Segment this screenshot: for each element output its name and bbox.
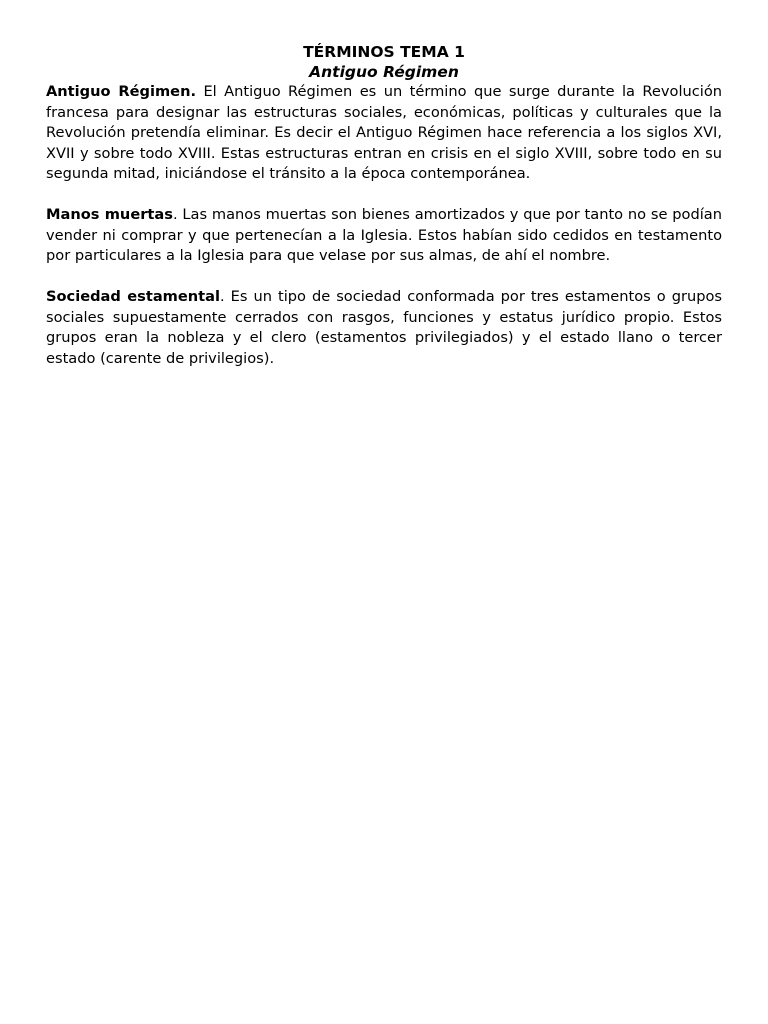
document-page — [46, 42, 722, 390]
entry-term: Sociedad estamental — [46, 288, 221, 305]
entry-term: Antiguo Régimen. — [46, 83, 197, 100]
entry-definition: El Antiguo Régimen es un término que surge durante la Revolución francesa para designar las estructuras sociales, económicas, políticas y culturales que la Revolución pretendía eliminar. Es decir el Antiguo Régimen hace referencia a los siglos XVI, XVII y sobre todo XVIII. Estas estructuras entran en crisis en el siglo XVIII, sobre todo en su segunda mitad, iniciándose el tránsito a la época contemporánea. — [46, 83, 722, 182]
document-subtitle: Antiguo Régimen — [309, 63, 459, 81]
entry-antiguo-regimen — [46, 82, 722, 185]
entry-term: Manos muertas — [46, 206, 173, 223]
entry-definition: . Es un tipo de sociedad conformada por tres estamentos o grupos sociales supuestamente cerrados con rasgos, funciones y estatus jurídico propio. Estos grupos eran la nobleza y el clero (estamentos privilegiados) y el estado llano o tercer estado (carente de privilegios). — [46, 288, 723, 367]
entry-definition: . Las manos muertas son bienes amortizados y que por tanto no se podían vender ni comprar y que pertenecían a la Iglesia. Estos habían sido cedidos en testamento por particulares a la Iglesia para que velase por sus almas, de ahí el nombre. — [46, 206, 722, 264]
entry-sociedad-estamental — [46, 287, 722, 369]
document-title: TÉRMINOS TEMA 1 — [303, 43, 465, 61]
entry-manos-muertas — [46, 205, 722, 267]
